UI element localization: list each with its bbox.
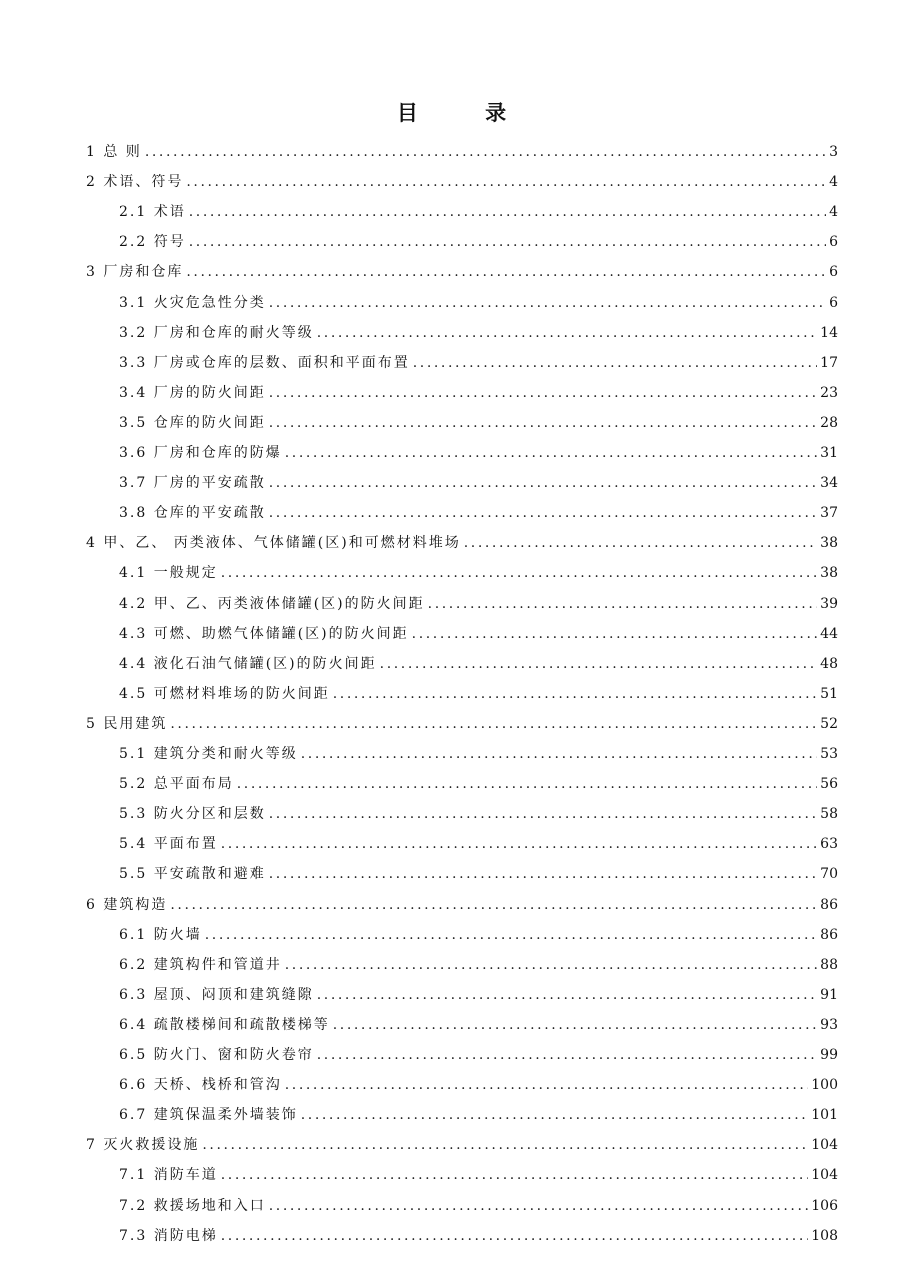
toc-entry-title: 3.6 厂房和仓库的防爆	[119, 445, 282, 461]
dot-leader	[221, 1160, 809, 1190]
toc-entry-title: 7.2 救援场地和入口	[119, 1197, 266, 1214]
toc-entry-title: 4.5 可燃材料堆场的防火间距	[119, 685, 330, 702]
toc-entry[interactable]	[119, 649, 838, 679]
toc-entry[interactable]	[86, 890, 838, 920]
toc-entry-page-number: 34	[820, 475, 838, 492]
toc-entry[interactable]	[86, 528, 838, 558]
toc-entry-title: 7.1 消防车道	[119, 1167, 218, 1184]
toc-entry[interactable]	[119, 1040, 838, 1070]
toc-entry-title: 2.2 符号	[119, 234, 186, 251]
toc-entry-title: 5 民用建筑	[86, 715, 168, 732]
dot-leader	[317, 318, 817, 348]
toc-entry-page-number: 104	[811, 1167, 838, 1184]
toc-entry[interactable]	[119, 739, 838, 769]
toc-entry-page-number: 56	[820, 776, 838, 793]
toc-entry[interactable]	[86, 257, 838, 287]
toc-entry-title: 5.2 总平面布局	[119, 776, 234, 793]
toc-entry-title: 3.2 厂房和仓库的耐火等级	[119, 324, 314, 341]
toc-entry[interactable]	[119, 438, 838, 468]
toc-entry-page-number: 70	[820, 866, 838, 883]
toc-entry[interactable]	[119, 1070, 838, 1100]
toc-entry-title: 5.4 平面布置	[119, 836, 218, 853]
toc-entry-page-number: 37	[820, 505, 838, 522]
toc-entry-title: 6.5 防火门、窗和防火卷帘	[119, 1047, 314, 1063]
toc-entry[interactable]	[119, 1221, 838, 1251]
toc-entry-page-number: 86	[820, 896, 838, 913]
dot-leader	[189, 227, 826, 257]
dot-leader	[269, 378, 817, 408]
toc-entry-title: 6.6 天桥、栈桥和管沟	[119, 1077, 282, 1094]
toc-entry-page-number: 14	[820, 324, 838, 341]
dot-leader	[285, 1070, 809, 1100]
toc-entry-title: 3.7 厂房的平安疏散	[119, 475, 266, 492]
toc-entry-page-number: 100	[811, 1077, 838, 1094]
toc-entry-page-number: 6	[829, 234, 838, 251]
dot-leader	[221, 558, 817, 588]
toc-entry[interactable]	[119, 980, 838, 1010]
dot-leader	[285, 950, 817, 980]
toc-entry[interactable]	[119, 679, 838, 709]
toc-entry[interactable]	[119, 1191, 838, 1221]
dot-leader	[269, 859, 817, 889]
toc-entry-page-number: 39	[820, 595, 838, 612]
toc-entry-page-number: 6	[829, 264, 838, 281]
toc-entry-title: 3.5 仓库的防火间距	[119, 414, 266, 431]
toc-entry-page-number: 108	[811, 1227, 838, 1244]
dot-leader	[189, 197, 826, 227]
toc-entry-page-number: 52	[820, 715, 838, 732]
toc-entry-title: 6 建筑构造	[86, 896, 168, 913]
toc-entry-title: 6.1 防火墙	[119, 926, 202, 943]
toc-entry-title: 4.2 甲、乙、丙类液体储罐(区)的防火间距	[119, 595, 425, 612]
toc-entry-page-number: 48	[820, 655, 838, 672]
toc-entry-page-number: 23	[820, 384, 838, 401]
dot-leader	[317, 1040, 817, 1070]
toc-entry-title: 3.3 厂房或仓库的层数、面积和平面布置	[119, 354, 410, 371]
dot-leader	[145, 137, 826, 167]
toc-entry-page-number: 106	[811, 1197, 838, 1214]
toc-entry[interactable]	[86, 1130, 838, 1160]
dot-leader	[170, 709, 817, 739]
dot-leader	[317, 980, 817, 1010]
toc-entry[interactable]	[119, 829, 838, 859]
toc-entry-page-number: 4	[829, 174, 838, 191]
toc-entry-title: 6.7 建筑保温柔外墙装饰	[119, 1107, 298, 1124]
toc-entry[interactable]	[119, 769, 838, 799]
toc-entry[interactable]	[119, 1010, 838, 1040]
toc-entry[interactable]	[119, 408, 838, 438]
toc-entry-title: 7.3 消防电梯	[119, 1227, 218, 1244]
toc-entry-title: 5.5 平安疏散和避难	[119, 866, 266, 883]
toc-entry[interactable]	[119, 498, 838, 528]
dot-leader	[412, 619, 818, 649]
toc-entry-title: 2 术语、符号	[86, 174, 184, 191]
toc-entry-title: 6.3 屋顶、闷顶和建筑缝隙	[119, 986, 314, 1003]
toc-entry[interactable]	[119, 920, 838, 950]
toc-entry-title: 6.2 建筑构件和管道井	[119, 956, 282, 973]
toc-entry-title: 3 厂房和仓库	[86, 264, 184, 281]
toc-entry[interactable]	[119, 1100, 838, 1130]
dot-leader	[186, 257, 826, 287]
dot-leader	[269, 288, 826, 318]
dot-leader	[269, 1191, 809, 1221]
toc-entry-page-number: 101	[811, 1107, 838, 1124]
toc-entry[interactable]	[119, 378, 838, 408]
toc-entry[interactable]	[119, 227, 838, 257]
dot-leader	[333, 679, 817, 709]
toc-entry-page-number: 3	[829, 144, 838, 160]
toc-entry-title: 5.1 建筑分类和耐火等级	[119, 746, 298, 762]
toc-entry[interactable]	[119, 468, 838, 498]
toc-entry-title: 3.4 厂房的防火间距	[119, 384, 266, 401]
toc-entry-page-number: 51	[820, 685, 838, 702]
toc-entry-page-number: 58	[820, 806, 838, 823]
dot-leader	[269, 468, 817, 498]
toc-entry-page-number: 17	[820, 354, 838, 371]
toc-entry-page-number: 44	[820, 625, 838, 642]
toc-entry[interactable]	[119, 799, 838, 829]
dot-leader	[380, 649, 818, 679]
toc-entry-page-number: 91	[820, 986, 838, 1003]
dot-leader	[269, 799, 817, 829]
dot-leader	[285, 438, 817, 468]
toc-entry-title: 2.1 术语	[119, 204, 186, 221]
dot-leader	[428, 589, 818, 619]
toc-entry[interactable]	[119, 950, 838, 980]
toc-entry-title: 4.3 可燃、助燃气体储罐(区)的防火间距	[119, 625, 409, 642]
toc-entry[interactable]	[119, 558, 838, 588]
toc-entry[interactable]	[119, 589, 838, 619]
toc-entry-page-number: 53	[820, 746, 838, 762]
toc-entry-page-number: 28	[820, 414, 838, 431]
dot-leader	[221, 1221, 809, 1251]
toc-entry-page-number: 38	[820, 565, 838, 582]
toc-entry-title: 3.1 火灾危急性分类	[119, 294, 266, 311]
toc-entry-page-number: 4	[829, 204, 838, 221]
toc-entry[interactable]	[119, 197, 838, 227]
dot-leader	[186, 167, 826, 197]
toc-entry[interactable]	[86, 137, 838, 167]
toc-entry-page-number: 31	[820, 445, 838, 461]
toc-entry-page-number: 88	[820, 956, 838, 973]
toc-entry-title: 1 总 则	[86, 144, 142, 160]
dot-leader	[269, 408, 817, 438]
dot-leader	[237, 769, 817, 799]
toc-entry-title: 6.4 疏散楼梯间和疏散楼梯等	[119, 1016, 330, 1033]
toc-entry[interactable]	[119, 859, 838, 889]
dot-leader	[170, 890, 817, 920]
dot-leader	[333, 1010, 817, 1040]
toc-entry-title: 3.8 仓库的平安疏散	[119, 505, 266, 522]
toc-entry[interactable]	[119, 619, 838, 649]
toc-entry-page-number: 38	[820, 535, 838, 552]
toc-entry[interactable]	[119, 318, 838, 348]
toc-entry-page-number: 6	[829, 294, 838, 311]
toc-entry[interactable]	[119, 348, 838, 378]
toc-entry[interactable]	[86, 709, 838, 739]
toc-entry[interactable]	[86, 167, 838, 197]
toc-entry-page-number: 86	[820, 926, 838, 943]
dot-leader	[202, 1130, 808, 1160]
toc-entry-page-number: 63	[820, 836, 838, 853]
toc-entry-title: 5.3 防火分区和层数	[119, 806, 266, 823]
dot-leader	[464, 528, 817, 558]
dot-leader	[301, 739, 817, 769]
toc-entry[interactable]	[119, 1160, 838, 1190]
toc-entry[interactable]	[119, 288, 838, 318]
dot-leader	[269, 498, 817, 528]
toc-entry-title: 4.4 液化石油气储罐(区)的防火间距	[119, 655, 377, 672]
toc-entry-page-number: 93	[820, 1016, 838, 1033]
dot-leader	[301, 1100, 809, 1130]
toc-entry-title: 7 灭火救援设施	[86, 1137, 200, 1154]
toc-entry-page-number: 99	[820, 1047, 838, 1063]
toc-entry-page-number: 104	[811, 1137, 838, 1154]
page-title: 目 录	[396, 101, 537, 125]
toc-entry-title: 4 甲、乙、 丙类液体、气体储罐(区)和可燃材料堆场	[86, 535, 461, 552]
dot-leader	[221, 829, 817, 859]
dot-leader	[413, 348, 817, 378]
dot-leader	[205, 920, 817, 950]
toc-entry-title: 4.1 一般规定	[119, 565, 218, 582]
